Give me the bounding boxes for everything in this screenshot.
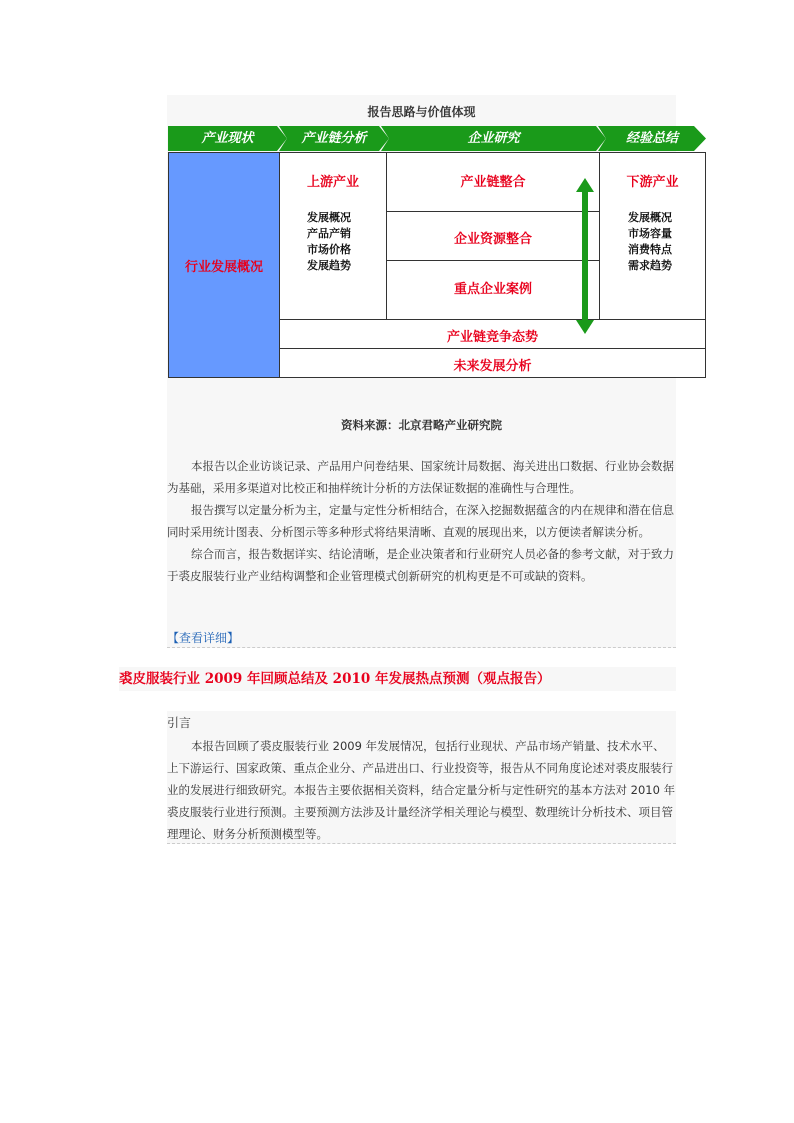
stage-bar-1 <box>168 126 287 151</box>
stage-label-3: 企业研究 <box>467 131 520 146</box>
competition-label: 产业链竞争态势 <box>446 330 538 345</box>
report-framework-diagram <box>167 126 707 381</box>
case-study-label: 重点企业案例 <box>453 282 532 297</box>
diagram-title: 报告思路与价值体现 <box>367 105 476 119</box>
stage-bar-3 <box>381 126 606 151</box>
view-details-link[interactable]: 【查看详细】 <box>167 631 240 645</box>
downstream-item: 市场容量 <box>628 227 672 240</box>
downstream-list <box>628 210 705 274</box>
downstream-item: 需求趋势 <box>628 259 672 272</box>
report-intro-section <box>167 711 676 844</box>
paragraph: 报告撰写以定量分析为主，定量与定性分析相结合，在深入挖掘数据蕴含的内在规律和潜在信息同时采用统计图表、分析图示等多种形式将结果清晰、直观的展现出来，以方便读者解读分析。 <box>167 503 674 539</box>
upstream-item: 产品产销 <box>307 227 351 240</box>
future-row <box>279 348 706 378</box>
upstream-item: 市场价格 <box>307 243 351 256</box>
chain-integration-box <box>386 152 600 212</box>
downstream-item: 发展概况 <box>628 211 672 224</box>
upstream-box <box>279 152 387 320</box>
industry-overview-label: 行业发展概况 <box>184 259 263 275</box>
report-heading[interactable]: 裘皮服装行业 2009 年回顾总结及 2010 年发展热点预测（观点报告） <box>119 667 676 691</box>
downstream-item: 消费特点 <box>628 243 672 256</box>
stage-label-1: 产业现状 <box>201 131 254 146</box>
industry-overview-box <box>168 152 280 378</box>
chain-integration-label: 产业链整合 <box>460 175 526 190</box>
section2-body <box>167 735 676 845</box>
downstream-box <box>599 152 706 320</box>
upstream-item: 发展趋势 <box>307 259 351 272</box>
double-arrow-icon <box>576 178 594 334</box>
report-idea-section <box>167 95 679 648</box>
intro-label: 引言 <box>167 716 192 730</box>
case-study-box <box>386 260 600 320</box>
stage-bar-4 <box>598 126 706 151</box>
downstream-title: 下游产业 <box>626 175 679 190</box>
upstream-title: 上游产业 <box>306 175 359 190</box>
stage-bar-2 <box>279 126 389 151</box>
data-source: 资料来源：北京君略产业研究院 <box>341 418 502 432</box>
upstream-list <box>307 210 386 274</box>
resource-integration-box <box>386 211 600 261</box>
stage-label-4: 经验总结 <box>625 131 678 146</box>
upstream-item: 发展概况 <box>307 211 351 224</box>
stage-label-2: 产业链分析 <box>301 131 367 146</box>
paragraph: 本报告回顾了裘皮服装行业 2009 年发展情况，包括行业现状、产品市场产销量、技术水平、上下游运行、国家政策、重点企业分、产品进出口、行业投资等，报告从不同角度论述对裘皮服装行业的发展进行细致研究。本报告主要依据相关资料，结合定量分析与定性研究的基本方法对 2010 年裘皮服装行业进行预测。主要预测方法涉及计量经济学相关理论与模型、数理统计分析技术、项目管理理论、财务分析预测模型等。 <box>167 739 676 841</box>
paragraph: 综合而言，报告数据详实、结论清晰，是企业决策者和行业研究人员必备的参考文献，对于致力于裘皮服装行业产业结构调整和企业管理模式创新研究的机构更是不可或缺的资料。 <box>167 547 674 583</box>
competition-row <box>279 319 706 349</box>
resource-integration-label: 企业资源整合 <box>453 232 532 247</box>
paragraph: 本报告以企业访谈记录、产品用户问卷结果、国家统计局数据、海关进出口数据、行业协会数据为基础，采用多渠道对比校正和抽样统计分析的方法保证数据的准确性与合理性。 <box>167 459 674 495</box>
future-label: 未来发展分析 <box>453 359 532 374</box>
section1-body <box>167 455 676 587</box>
